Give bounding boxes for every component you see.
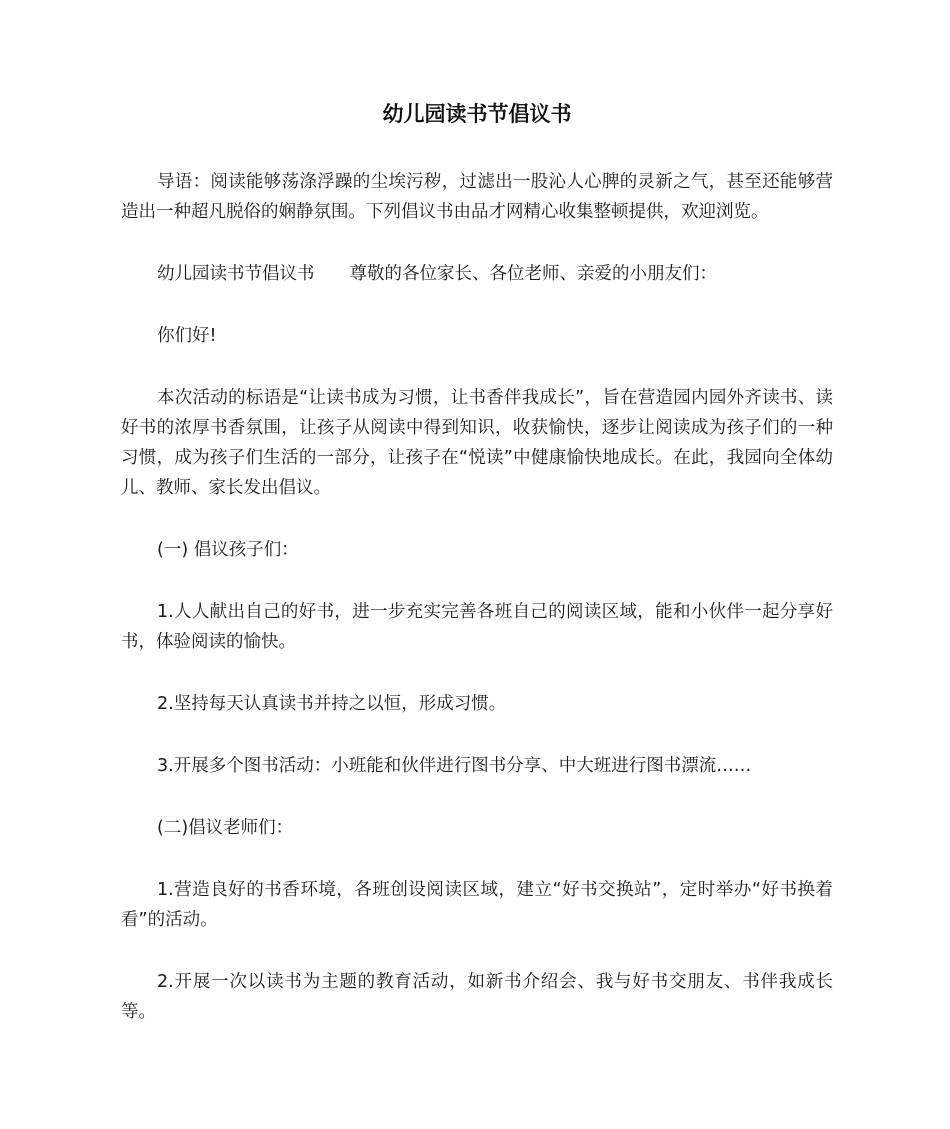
teachers-item-1: 1.营造良好的书香环境，各班创设阅读区域，建立“好书交换站”，定时举办“好书换着看”的活动。 bbox=[121, 880, 833, 930]
teachers-item-2: 2.开展一次以读书为主题的教育活动，如新书介绍会、我与好书交朋友、书伴我成长等。 bbox=[121, 972, 833, 1022]
section-heading-children: (一) 倡议孩子们： bbox=[157, 540, 299, 560]
salutation-paragraph: 幼儿园读书节倡议书 尊敬的各位家长、各位老师、亲爱的小朋友们： bbox=[157, 264, 717, 284]
document-title: 幼儿园读书节倡议书 bbox=[382, 102, 572, 126]
greeting-paragraph: 你们好! bbox=[157, 326, 217, 346]
children-item-3: 3.开展多个图书活动：小班能和伙伴进行图书分享、中大班进行图书漂流…… bbox=[157, 756, 752, 776]
children-item-2: 2.坚持每天认真读书并持之以恒，形成习惯。 bbox=[157, 694, 507, 714]
section-heading-teachers: (二)倡议老师们： bbox=[157, 818, 294, 838]
document-body bbox=[121, 97, 833, 1027]
intro-paragraph: 导语：阅读能够荡涤浮躁的尘埃污秽，过滤出一股沁人心脾的灵新之气，甚至还能够营造出一种超凡脱俗的娴静氛围。下列倡议书由品才网精心收集整顿提供，欢迎浏览。 bbox=[121, 172, 833, 222]
children-item-1: 1.人人献出自己的好书，进一步充实完善各班自己的阅读区域，能和小伙伴一起分享好书，体验阅读的愉快。 bbox=[121, 602, 833, 652]
slogan-paragraph: 本次活动的标语是“让读书成为习惯，让书香伴我成长”，旨在营造园内园外齐读书、读好书的浓厚书香氛围，让孩子从阅读中得到知识，收获愉快，逐步让阅读成为孩子们的一种习惯，成为孩子们生活的一部分，让孩子在“悦读”中健康愉快地成长。在此，我园向全体幼儿、教师、家长发出倡议。 bbox=[121, 388, 833, 498]
